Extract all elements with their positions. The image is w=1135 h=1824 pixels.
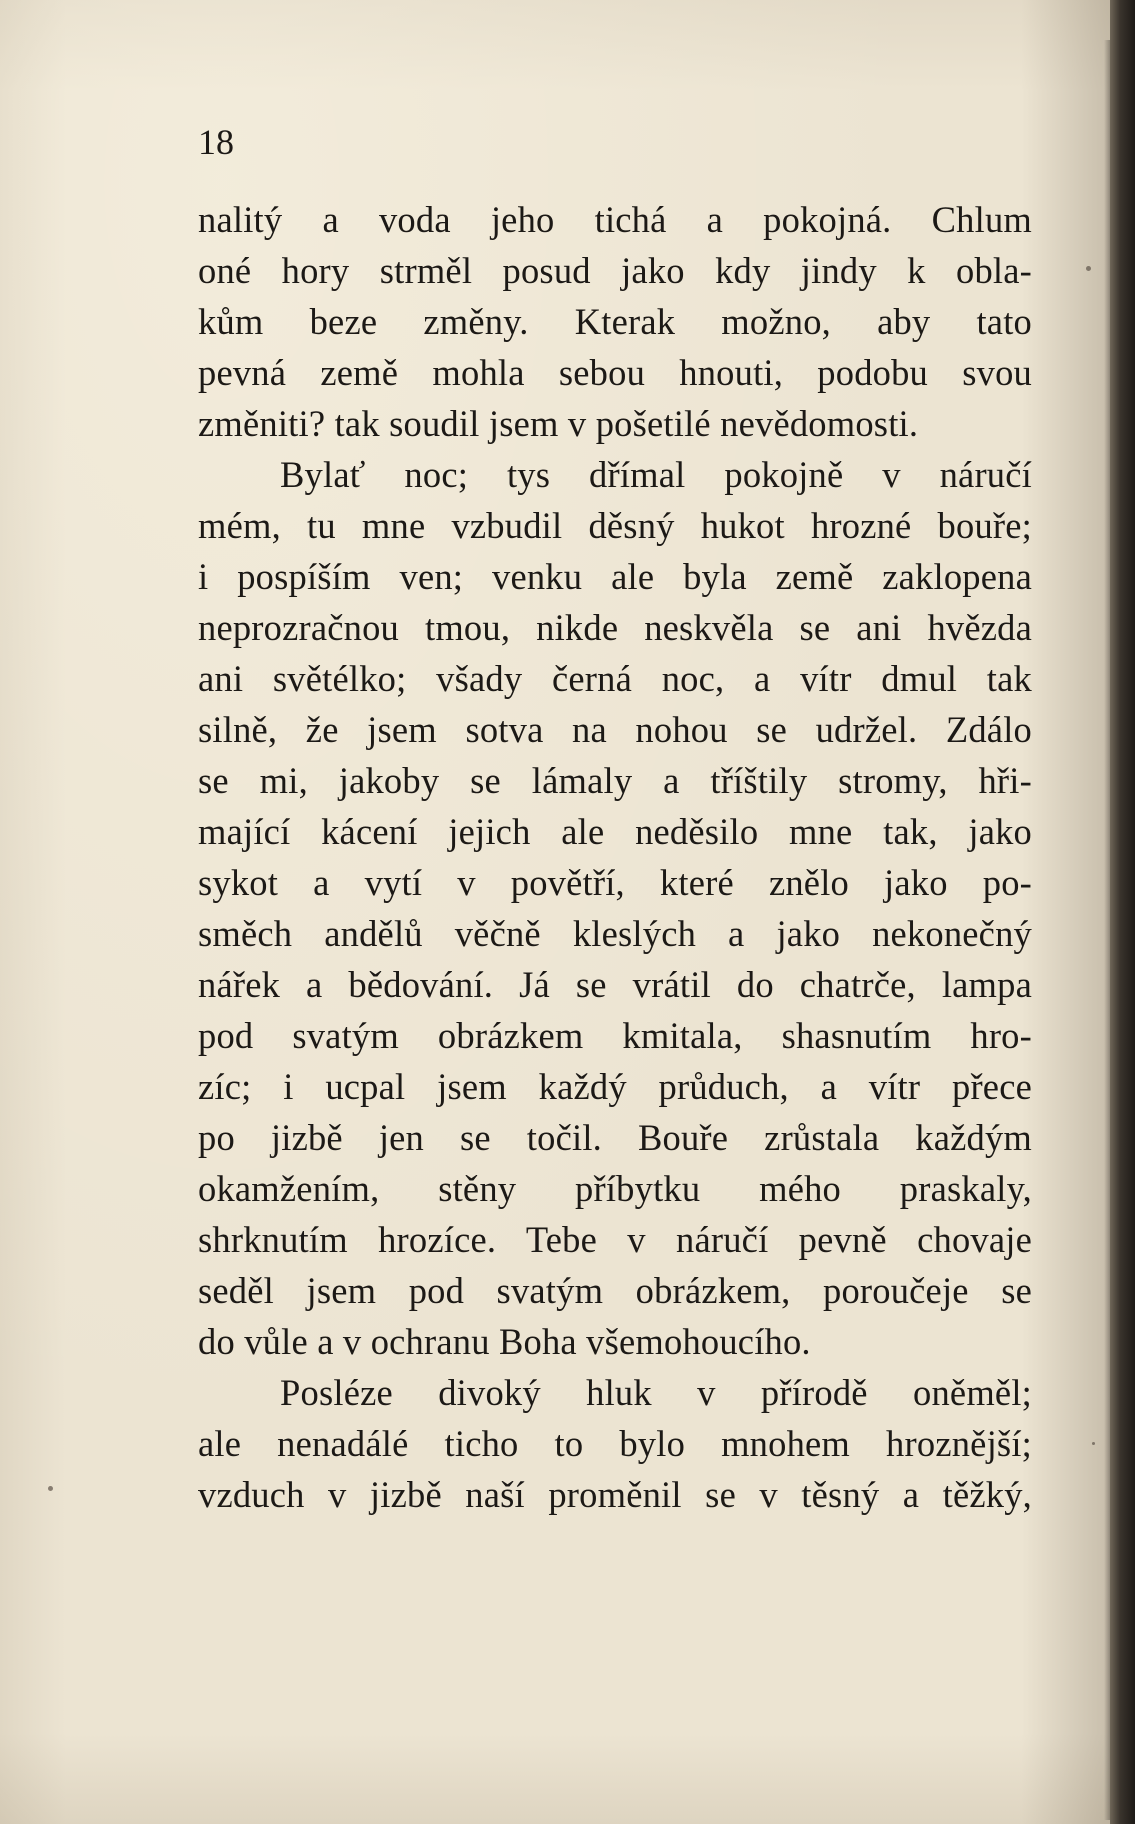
paragraph-first-line: Bylať noc; tys dřímal pokojně v náručí bbox=[280, 454, 1032, 495]
text-line: nářek a bědování. Já se vrátil do chatrče, lampa bbox=[198, 964, 1032, 1005]
paper-speck bbox=[1092, 1442, 1095, 1445]
page-number: 18 bbox=[198, 122, 234, 162]
text-line: pevná země mohla sebou hnouti, podobu svou bbox=[198, 352, 1032, 393]
text-line: neprozračnou tmou, nikde neskvěla se ani hvězda bbox=[198, 607, 1032, 648]
text-line: vzduch v jizbě naší proměnil se v těsný a těžký, bbox=[198, 1474, 1032, 1515]
text-line: oné hory strměl posud jako kdy jindy k obla- bbox=[198, 250, 1032, 291]
text-line: ale nenadálé ticho to bylo mnohem hroznější; bbox=[198, 1423, 1032, 1464]
text-line: se mi, jakoby se lámaly a tříštily stromy, hři- bbox=[198, 760, 1032, 801]
text-line: po jizbě jen se točil. Bouře zrůstala každým bbox=[198, 1117, 1032, 1158]
paper-speck bbox=[1086, 266, 1091, 271]
paragraph-first-line: Posléze divoký hluk v přírodě oněměl; bbox=[280, 1372, 1032, 1413]
text-line: seděl jsem pod svatým obrázkem, poroučeje se bbox=[198, 1270, 1032, 1311]
text-line: kům beze změny. Kterak možno, aby tato bbox=[198, 301, 1032, 342]
text-line: nalitý a voda jeho tichá a pokojná. Chlum bbox=[198, 199, 1032, 240]
text-line: okamžením, stěny příbytku mého praskaly, bbox=[198, 1168, 1032, 1209]
text-line: mající kácení jejich ale neděsilo mne tak, jako bbox=[198, 811, 1032, 852]
text-line: silně, že jsem sotva na nohou se udržel. Zdálo bbox=[198, 709, 1032, 750]
text-line: změniti? tak soudil jsem v pošetilé nevědomosti. bbox=[198, 403, 919, 444]
text-line: do vůle a v ochranu Boha všemohoucího. bbox=[198, 1321, 811, 1362]
text-line: sykot a vytí v povětří, které znělo jako po- bbox=[198, 862, 1032, 903]
paper-speck bbox=[48, 1486, 53, 1491]
text-line: mém, tu mne vzbudil děsný hukot hrozné bouře; bbox=[198, 505, 1032, 546]
text-line: zíc; i ucpal jsem každý průduch, a vítr přece bbox=[198, 1066, 1032, 1107]
text-line: i pospíším ven; venku ale byla země zaklopena bbox=[198, 556, 1032, 597]
body-text bbox=[198, 194, 1032, 1520]
text-line: ani světélko; všady černá noc, a vítr dmul tak bbox=[198, 658, 1032, 699]
book-spine bbox=[1110, 0, 1135, 1824]
text-line: shrknutím hrozíce. Tebe v náručí pevně chovaje bbox=[198, 1219, 1032, 1260]
text-line: směch andělů věčně kleslých a jako nekonečný bbox=[198, 913, 1032, 954]
text-line: pod svatým obrázkem kmitala, shasnutím hro- bbox=[198, 1015, 1032, 1056]
